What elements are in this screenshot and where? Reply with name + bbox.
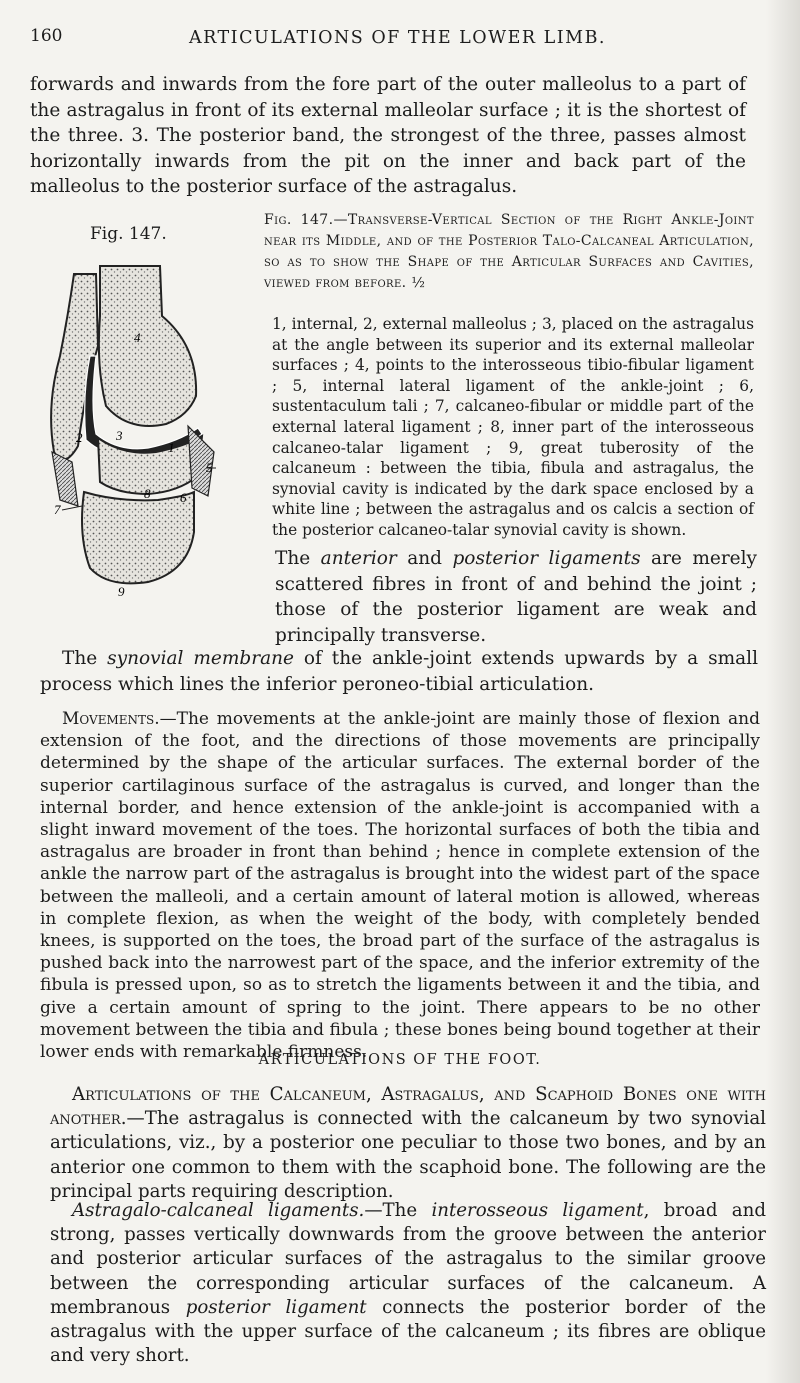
italic-term: anterior <box>320 548 397 569</box>
italic-term: Astragalo-calcaneal ligaments. <box>72 1200 365 1221</box>
figure-number-5: 5 <box>206 460 213 475</box>
paragraph-astragalo <box>50 1199 766 1368</box>
paragraph-ligaments <box>275 546 757 648</box>
figure-label: Fig. 147. <box>90 224 167 244</box>
caption-title-text: Transverse-Vertical Section of the Right Ankle-Joint near its Middle, and of the Posterior Talo-Calcaneal Articulation, so as to show the Shape of the Articular Surfaces and Cavities, viewed from before. <box>264 212 754 291</box>
ankle-section-figure <box>38 256 224 596</box>
italic-term: synovial membrane <box>107 648 294 669</box>
text-run: , broad and strong, passes vertically downwards from the groove between the anterior and posterior articular surfaces of the astragalus to the similar groove between the corresponding articular surfaces of the calcaneum. A membranous <box>50 1200 766 1318</box>
text-run: The <box>275 548 321 569</box>
figure-number-3: 3 <box>116 428 123 443</box>
caption-scale: ½ <box>411 275 426 291</box>
text-run: of the ankle-joint extends upwards by a small process which lines the inferior peroneo-tibial articulation. <box>40 648 758 695</box>
caption-lead: Fig. 147.— <box>264 212 348 228</box>
figure-number-9: 9 <box>118 584 125 596</box>
figure-number-4: 4 <box>134 330 141 345</box>
page-header <box>30 26 765 54</box>
italic-term: interosseous ligament <box>431 1200 644 1221</box>
text-run: and <box>396 548 453 569</box>
calcaneum-shape <box>82 492 194 583</box>
tibia-shape <box>99 266 196 426</box>
articulations-lead: Articulations of the Calcaneum, Astragalus, and Scaphoid Bones one with another. <box>50 1084 766 1130</box>
text-run: —The <box>364 1200 432 1221</box>
figure-number-7: 7 <box>54 502 61 517</box>
movements-text: —The movements at the ankle-joint are mainly those of flexion and extension of the foot, and the directions of those movements are principally determined by the shape of the articular surfaces. The external border of the superior cartilaginous surface of the astragalus is curved, and longer than the internal border, and hence extension of the ankle-joint is accompanied with a slight inward movement of the toes. The horizontal surfaces of both the tibia and astragalus are broader in front than behind ; hence in complete extension of the ankle the narrow part of the astragalus is brought into the widest part of the space between the malleoli, and a certain amount of lateral motion is allowed, whereas in complete flexion, as when the weight of the body, with completely bended knees, is supported on the toes, the broad part of the surface of the astragalus is pushed back into the narrowest part of the space, and the inferior extremity of the fibula is pressed upon, so as to stretch the ligaments between it and the tibia, and give a certain amount of spring to the joint. There appears to be no other movement between the tibia and fibula ; these bones being bound together at their lower ends with remarkable firmness. <box>40 709 760 1063</box>
paragraph-movements <box>40 708 760 1063</box>
text-run: The <box>62 648 108 669</box>
figure-caption-title <box>264 210 754 294</box>
italic-term: posterior ligaments <box>452 548 641 569</box>
movements-lead: Movements. <box>62 709 160 729</box>
page-number: 160 <box>30 26 63 46</box>
italic-term: posterior ligament <box>185 1296 367 1318</box>
figure-number-2: 2 <box>76 430 83 445</box>
page-edge-shadow <box>766 0 800 1383</box>
articulations-text: —The astragalus is connected with the calcaneum by two synovial articulations, viz., by a posterior one peculiar to those two bones, and by an anterior one common to them with the scaphoid bone. The following are the principal parts requiring description. <box>50 1108 766 1202</box>
figure-number-8: 8 <box>144 486 151 501</box>
figure-number-1: 1 <box>168 440 175 455</box>
ligament-hatch-outer <box>52 452 78 506</box>
paragraph-articulations <box>50 1083 766 1204</box>
running-title: ARTICULATIONS OF THE LOWER LIMB. <box>189 28 606 48</box>
figure-caption-body: 1, internal, 2, external malleolus ; 3, placed on the astragalus at the angle between its superior and its external malleolar surfaces ; 4, points to the interosseous tibio-fibular ligament ; 5, internal lateral ligament of the ankle-joint ; 6, sustentaculum tali ; 7, calcaneo-fibular or middle part of the external lateral ligament ; 8, inner part of the interosseous calcaneo-talar ligament ; 9, great tuberosity of the calcaneum : between the tibia, fibula and astragalus, the synovial cavity is indicated by the dark space enclosed by a white line ; between the astragalus and os calcis a section of the posterior calcaneo-talar synovial cavity is shown. <box>272 315 754 539</box>
paragraph-synovial <box>40 646 758 697</box>
text-run: connects the posterior border of the astragalus with the upper surface of the calcaneum ; its fibres are oblique and very short. <box>50 1296 766 1367</box>
paragraph-top: forwards and inwards from the fore part of the outer malleolus to a part of the astragalus in front of its external malleolar surface ; it is the shortest of the three. 3. The posterior band, the strongest of the three, passes almost horizontally inwards from the pit on the inner and back part of the malleolus to the posterior surface of the astragalus. <box>30 74 746 197</box>
text-run: are merely scattered fibres in front of and behind the joint ; those of the posterior ligament are weak and principally transverse. <box>275 548 757 646</box>
section-heading: ARTICULATIONS OF THE FOOT. <box>258 1052 542 1068</box>
figure-number-6: 6 <box>180 490 187 505</box>
